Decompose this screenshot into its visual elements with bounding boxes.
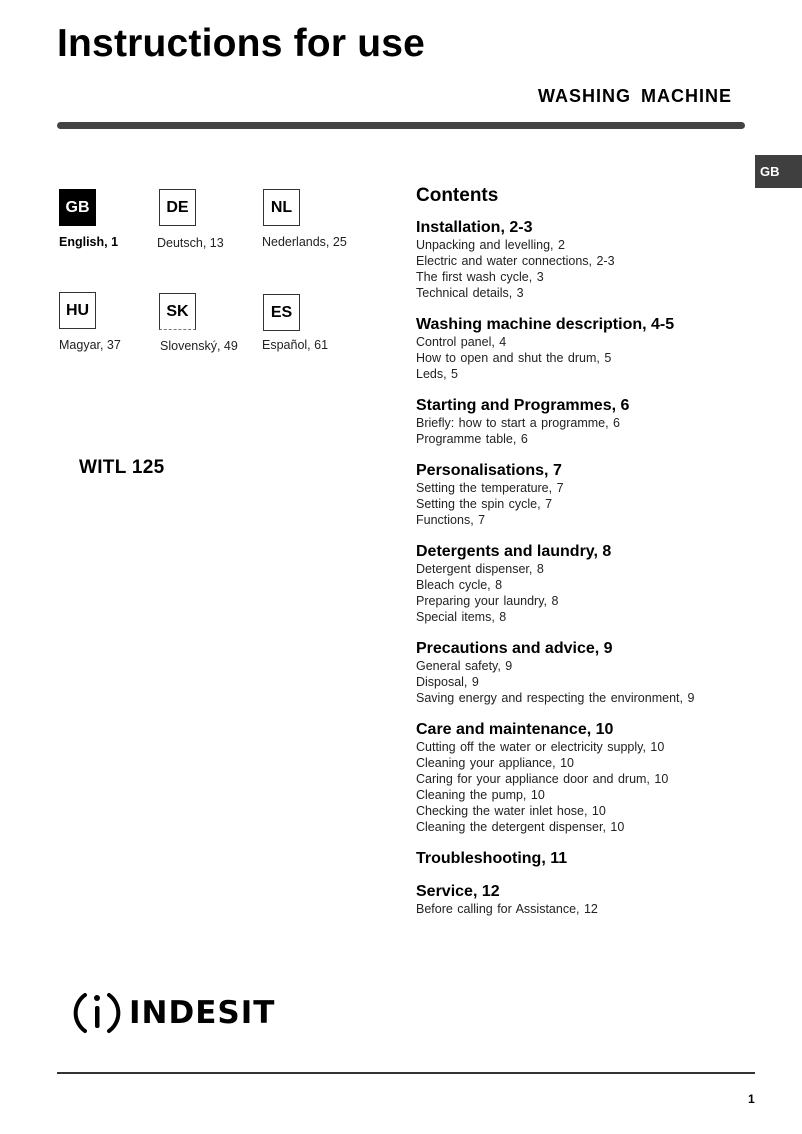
toc-section bbox=[416, 315, 746, 382]
toc-section-title[interactable]: Care and maintenance, 10 bbox=[416, 721, 614, 738]
toc-item[interactable]: Briefly: how to start a programme, 6 bbox=[416, 416, 620, 430]
product-type: WASHING MACHINE bbox=[538, 86, 732, 106]
language-sk[interactable] bbox=[159, 293, 196, 330]
toc-item[interactable]: Leds, 5 bbox=[416, 367, 459, 381]
language-label[interactable]: Slovenský, 49 bbox=[160, 339, 238, 353]
toc-item[interactable]: Preparing your laundry, 8 bbox=[416, 594, 559, 608]
toc-section bbox=[416, 882, 746, 917]
toc-item[interactable]: Programme table, 6 bbox=[416, 432, 528, 446]
toc-item[interactable]: Cleaning the detergent dispenser, 10 bbox=[416, 820, 625, 834]
toc-item[interactable]: Unpacking and levelling, 2 bbox=[416, 238, 565, 252]
contents-title: Contents bbox=[416, 185, 499, 206]
toc-item[interactable]: Before calling for Assistance, 12 bbox=[416, 902, 598, 916]
toc-item[interactable]: Special items, 8 bbox=[416, 610, 507, 624]
toc-section bbox=[416, 218, 746, 301]
toc-section bbox=[416, 542, 746, 625]
language-code-badge: NL bbox=[263, 189, 300, 226]
toc-section-title[interactable]: Precautions and advice, 9 bbox=[416, 640, 613, 657]
toc-section bbox=[416, 639, 746, 706]
toc-section bbox=[416, 461, 746, 528]
toc-section-title[interactable]: Service, 12 bbox=[416, 883, 500, 900]
language-code-badge: DE bbox=[159, 189, 196, 226]
toc-item[interactable]: Checking the water inlet hose, 10 bbox=[416, 804, 606, 818]
language-label[interactable]: Nederlands, 25 bbox=[262, 235, 347, 249]
toc-item[interactable]: General safety, 9 bbox=[416, 659, 513, 673]
page-number: 1 bbox=[748, 1092, 755, 1106]
toc-section-title[interactable]: Washing machine description, 4-5 bbox=[416, 316, 675, 333]
language-code-badge: ES bbox=[263, 294, 300, 331]
toc-item[interactable]: Setting the spin cycle, 7 bbox=[416, 497, 553, 511]
toc-item[interactable]: Disposal, 9 bbox=[416, 675, 479, 689]
toc-section bbox=[416, 720, 746, 835]
toc-item[interactable]: Functions, 7 bbox=[416, 513, 486, 527]
toc-item[interactable]: Cutting off the water or electricity supply, 10 bbox=[416, 740, 665, 754]
toc-item[interactable]: Saving energy and respecting the environment, 9 bbox=[416, 691, 695, 705]
language-gb[interactable] bbox=[59, 189, 96, 226]
model-number: WITL 125 bbox=[79, 457, 165, 478]
language-label[interactable]: Magyar, 37 bbox=[59, 338, 121, 352]
language-nl[interactable] bbox=[263, 189, 300, 226]
page-title: Instructions for use bbox=[57, 22, 426, 65]
language-de[interactable] bbox=[159, 189, 196, 226]
toc-section-title[interactable]: Starting and Programmes, 6 bbox=[416, 397, 630, 414]
toc-section bbox=[416, 849, 746, 868]
language-label[interactable]: Español, 61 bbox=[262, 338, 329, 352]
toc-item[interactable]: Control panel, 4 bbox=[416, 335, 507, 349]
language-code-badge: HU bbox=[59, 292, 96, 329]
toc-section-title[interactable]: Personalisations, 7 bbox=[416, 462, 562, 479]
toc-section bbox=[416, 396, 746, 447]
brand-name: INDESIT bbox=[129, 995, 276, 1031]
language-code-badge: SK bbox=[159, 293, 196, 330]
toc-section-title[interactable]: Installation, 2-3 bbox=[416, 219, 533, 236]
toc-item[interactable]: Setting the temperature, 7 bbox=[416, 481, 564, 495]
toc-item[interactable]: How to open and shut the drum, 5 bbox=[416, 351, 612, 365]
toc-item[interactable]: Cleaning your appliance, 10 bbox=[416, 756, 574, 770]
toc-item[interactable]: The first wash cycle, 3 bbox=[416, 270, 544, 284]
toc-item[interactable]: Bleach cycle, 8 bbox=[416, 578, 503, 592]
language-es[interactable] bbox=[263, 294, 300, 331]
language-code-badge: GB bbox=[59, 189, 96, 226]
toc-item[interactable]: Electric and water connections, 2-3 bbox=[416, 254, 615, 268]
toc-section-title[interactable]: Detergents and laundry, 8 bbox=[416, 543, 612, 560]
language-label[interactable]: English, 1 bbox=[59, 235, 119, 249]
toc-section-title[interactable]: Troubleshooting, 11 bbox=[416, 850, 568, 867]
toc-item[interactable]: Cleaning the pump, 10 bbox=[416, 788, 545, 802]
info-circle-logo-icon bbox=[71, 987, 123, 1039]
language-hu[interactable] bbox=[59, 292, 96, 329]
footer-divider bbox=[57, 1072, 755, 1074]
toc-item[interactable]: Caring for your appliance door and drum, 10 bbox=[416, 772, 669, 786]
language-label[interactable]: Deutsch, 13 bbox=[157, 236, 224, 250]
toc-item[interactable]: Technical details, 3 bbox=[416, 286, 524, 300]
toc-item[interactable]: Detergent dispenser, 8 bbox=[416, 562, 544, 576]
header-divider bbox=[57, 122, 745, 129]
table-of-contents bbox=[416, 185, 746, 931]
language-side-tab[interactable]: GB bbox=[755, 155, 802, 188]
brand-logo bbox=[71, 987, 275, 1039]
